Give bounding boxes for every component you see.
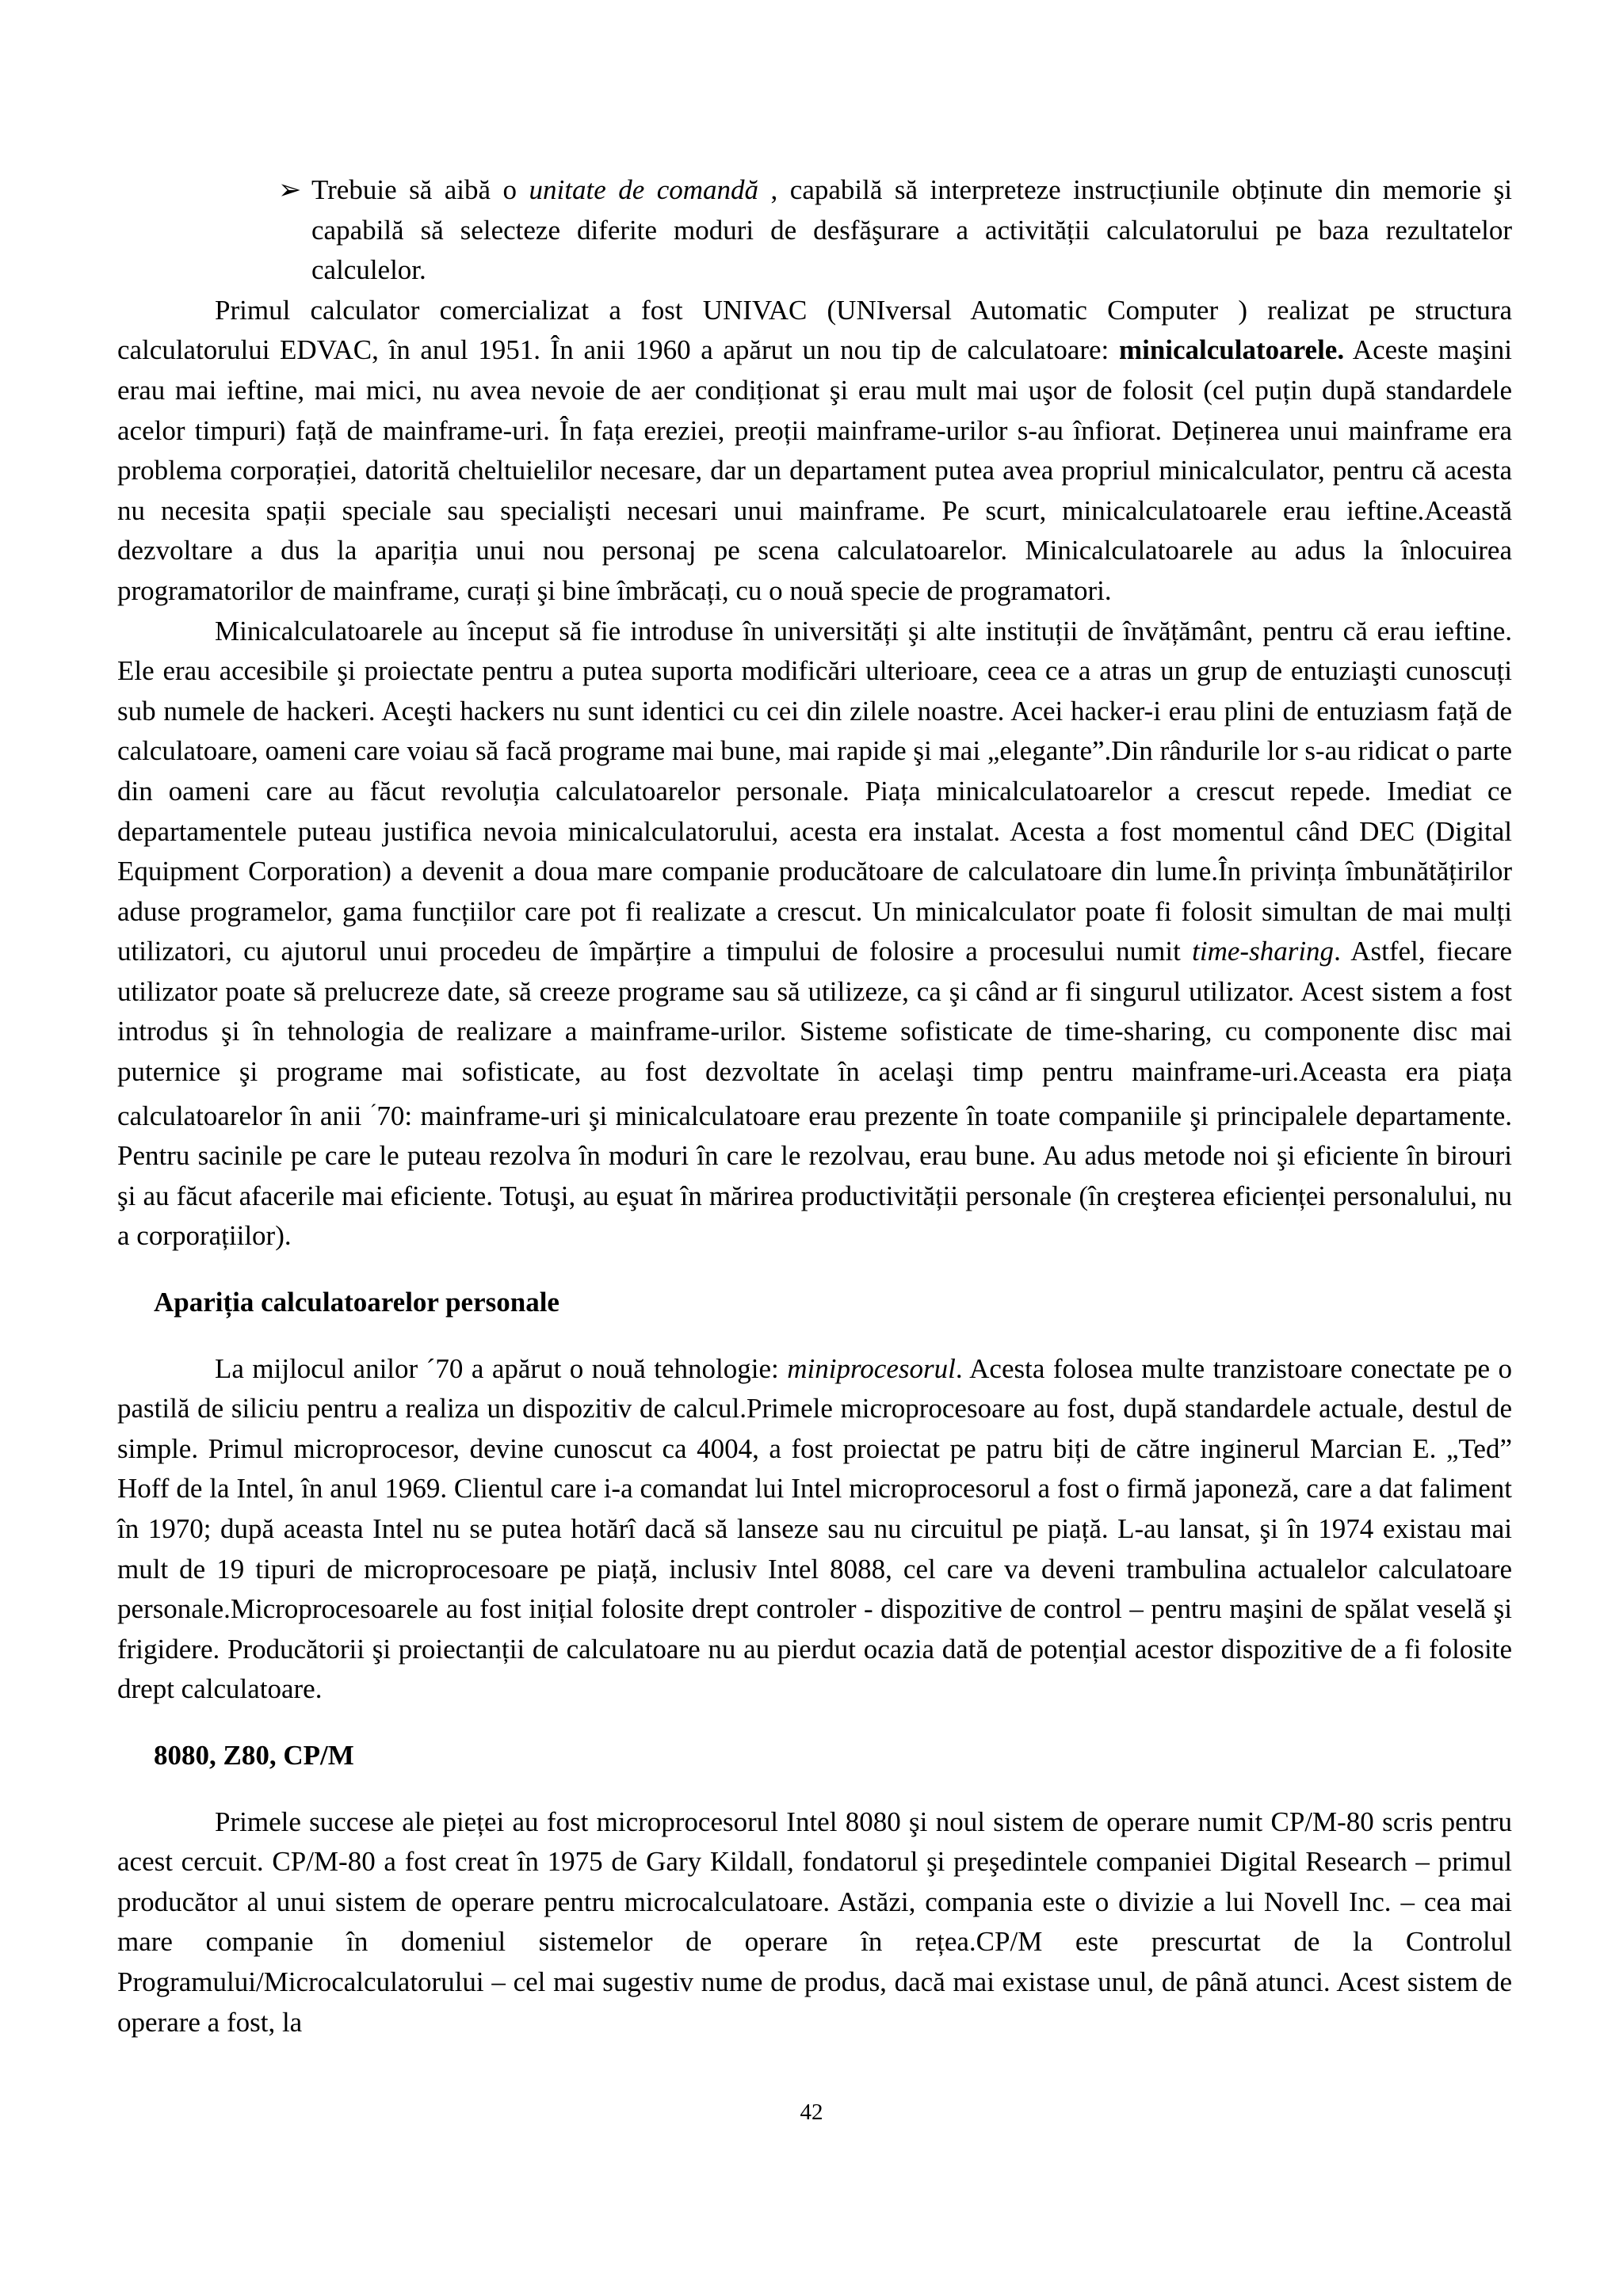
- paragraph-minicalculators-part3: 70: mainframe-uri şi minicalculatoare erau prezente în toate companiile şi principalele departamente. Pentru sacinile pe care le puteau rezolva în moduri în care le rezolvau, erau bune. Au adus metode noi şi eficiente în birouri şi au făcut afacerile mai eficiente. Totuşi, au eşuat în mărirea productivității personale (în creşterea eficienței personalului, nu a corporațiilor).: [117, 1100, 1512, 1252]
- paragraph-univac-before: Primul calculator comercializat a fost UNIVAC (UNIversal Automatic Computer ) realizat pe structura calculatorului EDVAC, în anul 1951. În anii 1960 a apărut un nou tip de calculatoare:: [117, 294, 1512, 366]
- paragraph-microprocessor-after: . Acesta folosea multe tranzistoare conectate pe o pastilă de siliciu pentru a realiza un dispozitiv de calcul.Primele microprocesoare au fost, după standardele actuale, destul de simple. Primul microprocesor, devine cunoscut ca 4004, a fost proiectat pe patru biți de către inginerul Marcian E. „Ted” Hoff de la Intel, în anul 1969. Clientul care i-a comandat lui Intel microprocesorul a fost o firmă japoneză, care a dat faliment în 1970; după aceasta Intel nu se putea hotărî dacă să lanseze sau nu circuitul pe piață. L-au lansat, şi în 1974 existau mai mult de 19 tipuri de microprocesoare pe piață, inclusiv Intel 8088, cel care va deveni trambulina actualelor calculatoare personale.Microprocesoarele au fost inițial folosite drept controler - dispozitive de control – pentru maşini de spălat veselă şi frigidere. Producătorii şi proiectanții de calculatoare nu au pierdut ocazia dată de potențial acestor dispozitive de a fi folosite drept calculatoare.: [117, 1352, 1512, 1705]
- paragraph-microprocessor-term: miniprocesorul: [787, 1352, 956, 1384]
- bullet-item-control-unit: [278, 170, 1512, 291]
- prime-mark: ´: [369, 1100, 377, 1123]
- paragraph-minicalculators-part2: . Astfel, fiecare utilizator poate să prelucreze date, să creeze programe sau să utilizeze, ca şi când ar fi singurul utilizator. Acest sistem a fost introdus şi în tehnologia de realizare a mainframe-urilor. Sisteme sofisticate de time-sharing, cu componente disc mai puternice şi programe mai sofisticate, au fost dezvoltate în acelaşi timp pentru mainframe-uri.Aceasta era piața calculatoarelor în anii: [117, 936, 1512, 1131]
- paragraph-univac-bold: minicalculatoarele.: [1118, 334, 1345, 366]
- bullet-text-after: , capabilă să interpreteze instrucțiunile obținute din memorie şi capabilă să selecteze diferite moduri de desfăşurare a activității calculatorului pe baza rezultatelor calculelor.: [311, 174, 1512, 286]
- section-gap: [117, 1257, 1512, 1283]
- section-gap: [117, 1776, 1512, 1802]
- section-gap: [117, 1323, 1512, 1349]
- bullet-text-before: Trebuie să aibă o: [311, 174, 529, 205]
- section-heading-personal-computers: Apariția calculatoarelor personale: [154, 1287, 559, 1318]
- page-number: 42: [800, 2100, 823, 2125]
- paragraph-microprocessor: [117, 1349, 1512, 1710]
- paragraph-minicalculators: [117, 612, 1512, 1257]
- paragraph-microprocessor-before: La mijlocul anilor ´70 a apărut o nouă tehnologie:: [215, 1352, 788, 1384]
- paragraph-univac: [117, 291, 1512, 612]
- section-heading-8080: 8080, Z80, CP/M: [154, 1739, 354, 1771]
- paragraph-cpm: Primele succese ale pieței au fost microprocesorul Intel 8080 şi noul sistem de operare numit CP/M-80 scris pentru acest cercuit. CP/M-80 a fost creat în 1975 de Gary Kildall, fondatorul şi preşedintele companiei Digital Research – primul producător al unui sistem de operare pentru microcalculatoare. Astăzi, compania este o divizie a lui Novell Inc. – cea mai mare companie în domeniul sistemelor de operare în rețea.CP/M este prescurtat de la Controlul Programului/Microcalculatorului – cel mai sugestiv nume de produs, dacă mai existase unul, de până atunci. Acest sistem de operare a fost, la: [117, 1806, 1512, 2038]
- paragraph-minicalculators-part1: Minicalculatoarele au început să fie introduse în universități şi alte instituții de învățământ, pentru că erau ieftine. Ele erau accesibile şi proiectate pentru a putea suporta modificări ulterioare, ceea ce a atras un grup de entuziaşti cunoscuți sub numele de hackeri. Aceşti hackers nu sunt identici cu cei din zilele noastre. Acei hacker-i erau plini de entuziasm față de calculatoare, oameni care voiau să facă programe mai bune, mai rapide şi mai „elegante”.Din rândurile lor s-au ridicat o parte din oameni care au făcut revoluția calculatoarelor personale. Piața minicalculatoarelor a crescut repede. Imediat ce departamentele puteau justifica nevoia minicalculatorului, acesta era instalat. Acesta a fost momentul când DEC (Digital Equipment Corporation) a devenit a doua mare companie producătoare de calculatoare din lume.În privința îmbunătățirilor aduse programelor, gama funcțiilor care pot fi realizate a crescut. Un minicalculator poate fi folosit simultan de mai mulți utilizatori, cu ajutorul unui procedeu de împărțire a timpului de folosire a procesului numit: [117, 615, 1512, 967]
- paragraph-univac-after: Aceste maşini erau mai ieftine, mai mici, nu avea nevoie de aer condiționat şi erau mult mai uşor de folosit (cel puțin după standardele acelor timpuri) față de mainframe-uri. În fața ereziei, preoții mainframe-urilor s-au înfiorat. Deținerea unui mainframe era problema corporației, datorită cheltuielilor necesare, dar un departament putea avea propriul minicalculator, pentru că acesta nu necesita spații speciale sau specialişti necesari unui mainframe. Pe scurt, minicalculatoarele erau ieftine.Această dezvoltare a dus la apariția unui nou personaj pe scena calculatoarelor. Minicalculatoarele au adus la înlocuirea programatorilor de mainframe, curați şi bine îmbrăcați, cu o nouă specie de programatori.: [117, 334, 1512, 606]
- document-page: [117, 170, 1512, 2042]
- bullet-term: unitate de comandă: [529, 174, 759, 205]
- section-gap: [117, 1710, 1512, 1736]
- paragraph-minicalculators-term: time-sharing: [1192, 936, 1335, 967]
- bullet-arrow-icon: ➢: [278, 174, 302, 205]
